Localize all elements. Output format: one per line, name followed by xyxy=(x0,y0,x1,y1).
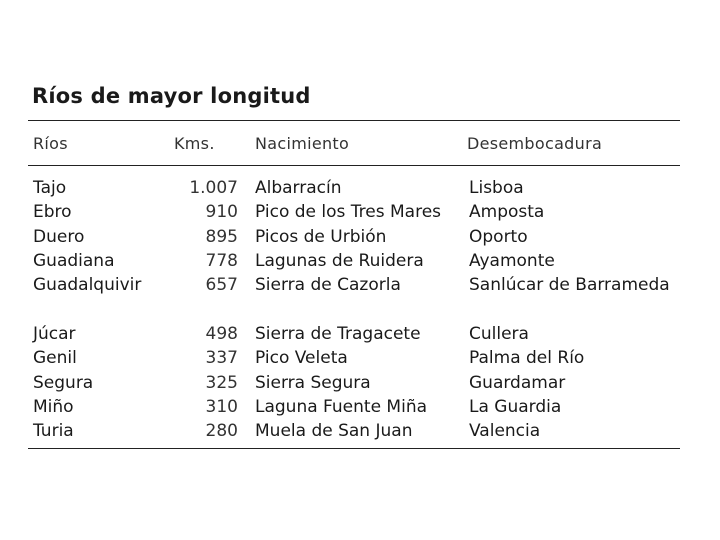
river-name: Miño xyxy=(33,396,74,417)
river-length: 657 xyxy=(205,275,238,296)
river-source: Picos de Urbión xyxy=(255,226,387,247)
river-mouth: Ayamonte xyxy=(469,250,555,271)
river-length: 910 xyxy=(205,202,238,223)
river-mouth: Amposta xyxy=(469,202,545,223)
river-length: 337 xyxy=(205,348,238,369)
river-length: 280 xyxy=(205,421,238,442)
river-mouth: Palma del Río xyxy=(469,348,585,369)
header-nacimiento: Nacimiento xyxy=(255,134,350,153)
table-row xyxy=(0,324,720,348)
river-mouth: La Guardia xyxy=(469,396,562,417)
river-mouth: Lisboa xyxy=(469,178,524,198)
table-row xyxy=(0,275,720,299)
table-row xyxy=(0,348,720,372)
river-length: 895 xyxy=(205,226,238,247)
river-length: 1.007 xyxy=(189,178,238,198)
river-mouth: Guardamar xyxy=(469,372,566,393)
river-source: Pico de los Tres Mares xyxy=(255,202,442,223)
table-row xyxy=(0,178,720,202)
river-source: Sierra de Cazorla xyxy=(255,275,401,296)
table-row xyxy=(0,202,720,226)
rivers-group-2 xyxy=(0,324,720,445)
table-title: Ríos de mayor longitud xyxy=(32,84,311,108)
top-rule xyxy=(28,120,680,121)
table-row xyxy=(0,227,720,251)
header-rule xyxy=(28,165,680,166)
header-desembocadura: Desembocadura xyxy=(467,134,603,153)
table-row xyxy=(0,421,720,445)
river-name: Guadalquivir xyxy=(33,275,142,296)
table-row xyxy=(0,251,720,275)
river-name: Genil xyxy=(33,348,77,369)
river-source: Laguna Fuente Miña xyxy=(255,396,428,417)
river-name: Júcar xyxy=(33,324,76,344)
river-mouth: Sanlúcar de Barrameda xyxy=(469,275,670,296)
river-name: Guadiana xyxy=(33,250,115,271)
river-source: Pico Veleta xyxy=(255,348,348,369)
river-name: Segura xyxy=(33,372,94,393)
rivers-group-1 xyxy=(0,178,720,299)
bottom-rule xyxy=(28,448,680,449)
river-source: Sierra Segura xyxy=(255,372,371,393)
river-length: 310 xyxy=(205,396,238,417)
header-kms: Kms. xyxy=(174,134,215,153)
river-name: Turia xyxy=(33,421,74,442)
river-length: 778 xyxy=(205,250,238,271)
river-mouth: Oporto xyxy=(469,226,528,247)
river-length: 325 xyxy=(205,372,238,393)
river-source: Muela de San Juan xyxy=(255,421,413,442)
table-row xyxy=(0,373,720,397)
river-name: Duero xyxy=(33,226,85,247)
river-name: Ebro xyxy=(33,202,72,223)
river-name: Tajo xyxy=(33,178,67,198)
river-source: Sierra de Tragacete xyxy=(255,324,421,344)
table-row xyxy=(0,397,720,421)
river-source: Lagunas de Ruidera xyxy=(255,250,424,271)
river-mouth: Valencia xyxy=(469,421,541,442)
header-rios: Ríos xyxy=(33,134,68,153)
river-mouth: Cullera xyxy=(469,324,529,344)
river-source: Albarracín xyxy=(255,178,342,198)
river-length: 498 xyxy=(205,324,238,344)
